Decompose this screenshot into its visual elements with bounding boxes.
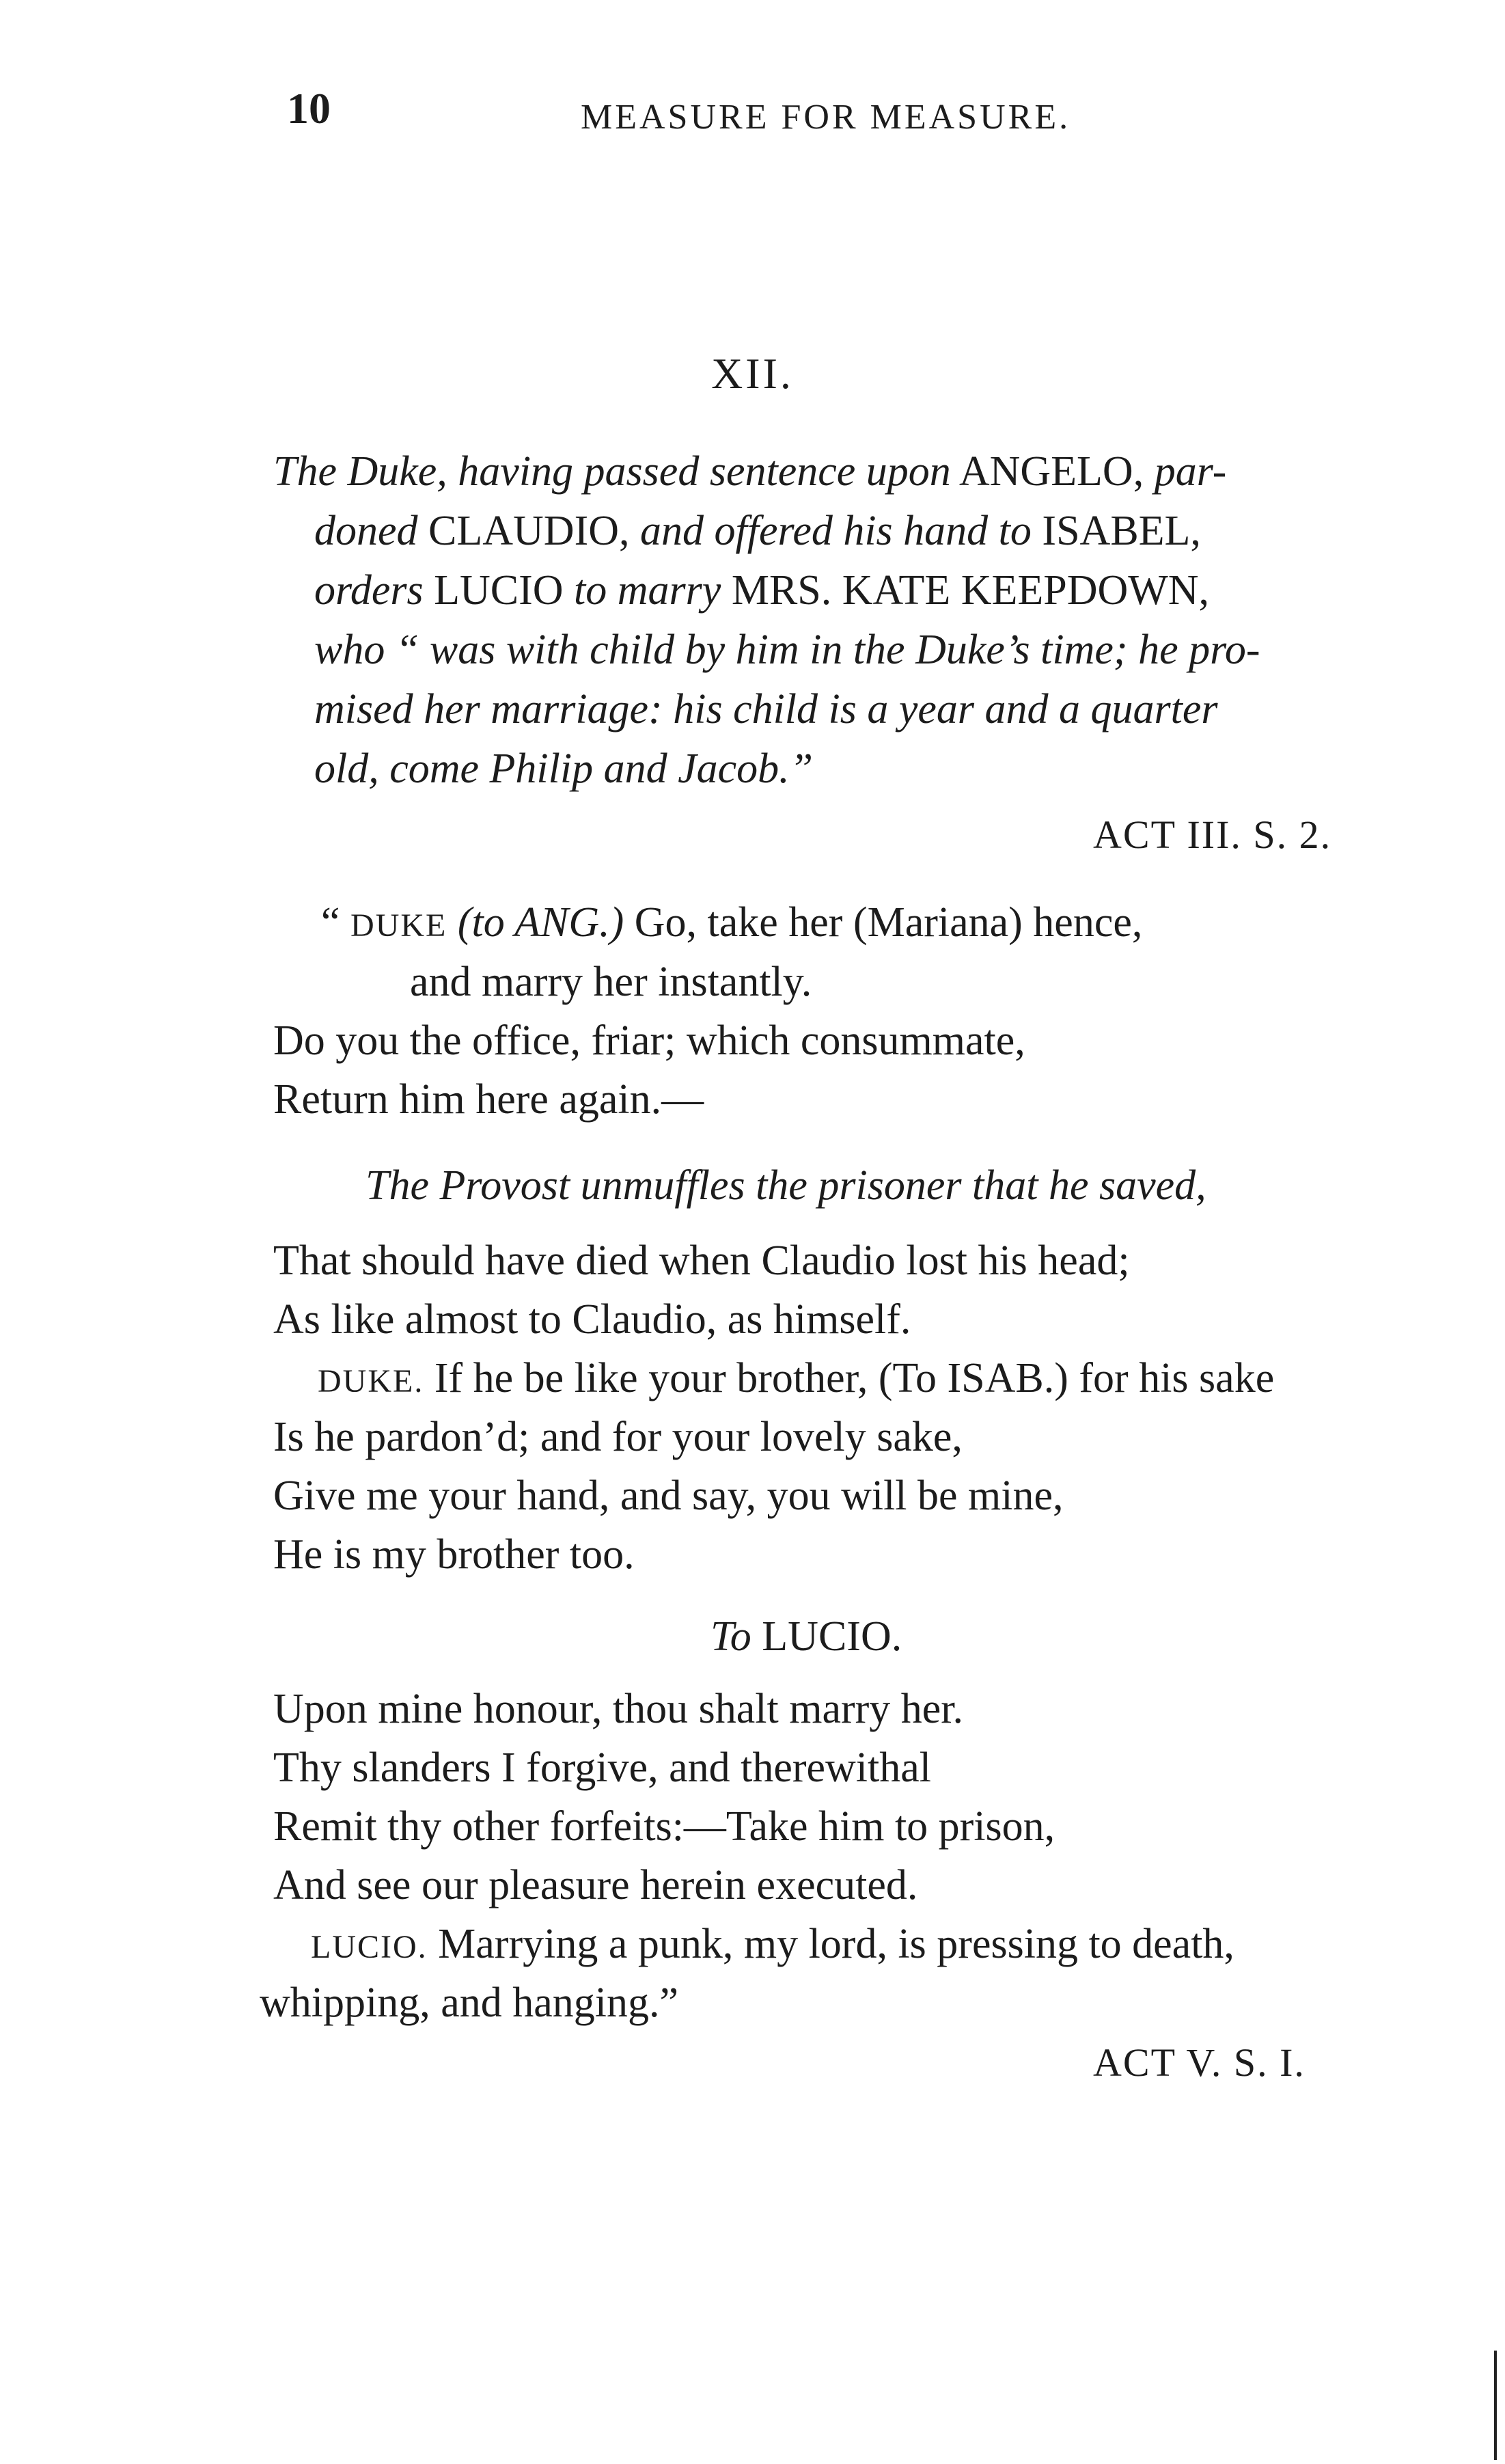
direction-to: To [710,1613,751,1660]
page-edge-rule [1494,2351,1497,2460]
speaker-lucio: LUCIO. [311,1929,428,1965]
stage-direction: (to ANG.) [457,899,624,946]
speaker-duke: DUKE [350,907,447,944]
act-citation-2: ACT V. S. I. [1093,2040,1306,2085]
verse-text: Go, take her (Mariana) hence, [634,899,1143,946]
argument-name-isabel: ISABEL, [1042,508,1201,554]
argument-text: mised her marriage: his child is a year and a quarter [314,686,1218,733]
argument-name-lucio: LUCIO [434,567,564,614]
verse-line: and marry her instantly. [410,959,812,1005]
argument-line-2 [314,507,1201,556]
verse-line: Remit thy other forfeits:—Take him to prison, [273,1803,1055,1850]
argument-line-4 [314,626,1260,674]
verse-line: Is he pardon’d; and for your lovely sake, [273,1414,963,1460]
argument-line-1 [273,448,1226,496]
open-quote: “ [321,899,351,946]
argument-name-claudio: CLAUDIO, [428,508,630,554]
argument-text: doned [314,508,418,554]
verse-line: Upon mine honour, thou shalt marry her. [273,1686,964,1732]
verse-line: Give me your hand, and say, you will be mine, [273,1473,1064,1519]
argument-text: orders [314,567,424,614]
to-lucio-heading [710,1613,902,1661]
speaker-duke: DUKE. [318,1363,424,1399]
page-number: 10 [287,84,331,133]
argument-line-5 [314,685,1218,734]
stage-direction-provost [365,1162,1206,1210]
verse-text: Marrying a punk, my lord, is pressing to death, [438,1921,1234,1967]
argument-name-kate: MRS. KATE KEEPDOWN, [731,567,1210,614]
argument-text: The Duke, having passed sentence upon [273,448,951,495]
verse-line: As like almost to Claudio, as himself. [273,1296,911,1343]
verse-line: whipping, and hanging.” [260,1980,679,2026]
argument-text: par- [1154,448,1227,495]
verse-line: And see our pleasure herein executed. [273,1862,918,1908]
argument-text: and offered his hand to [640,508,1032,554]
argument-line-3 [314,566,1209,615]
argument-text: to marry [574,567,721,614]
argument-text: who “ was with child by him in the Duke’s time; he pro- [314,627,1260,673]
argument-text: old, come Philip and Jacob.” [314,745,814,792]
argument-name-angelo: ANGELO, [958,448,1144,495]
verse-line: Thy slanders I forgive, and therewithal [273,1744,931,1791]
verse-line: He is my brother too. [273,1531,635,1578]
verse-line: Return him here again.— [273,1076,704,1123]
verse-text: If he be like your brother, (To ISAB.) for his sake [434,1355,1275,1401]
act-citation-1: ACT III. S. 2. [1093,812,1332,857]
speech-duke-1 [321,899,1142,947]
stage-direction: The Provost unmuffles the prisoner that he saved, [365,1162,1206,1209]
name-lucio: LUCIO. [762,1613,902,1660]
verse-line: Do you the office, friar; which consummate, [273,1017,1025,1064]
speech-lucio [311,1920,1234,1969]
argument-line-6 [314,745,813,793]
verse-line: That should have died when Claudio lost his head; [273,1237,1130,1284]
running-title: MEASURE FOR MEASURE. [581,98,1071,137]
section-number: XII. [711,349,794,398]
speech-duke-2 [318,1354,1274,1403]
